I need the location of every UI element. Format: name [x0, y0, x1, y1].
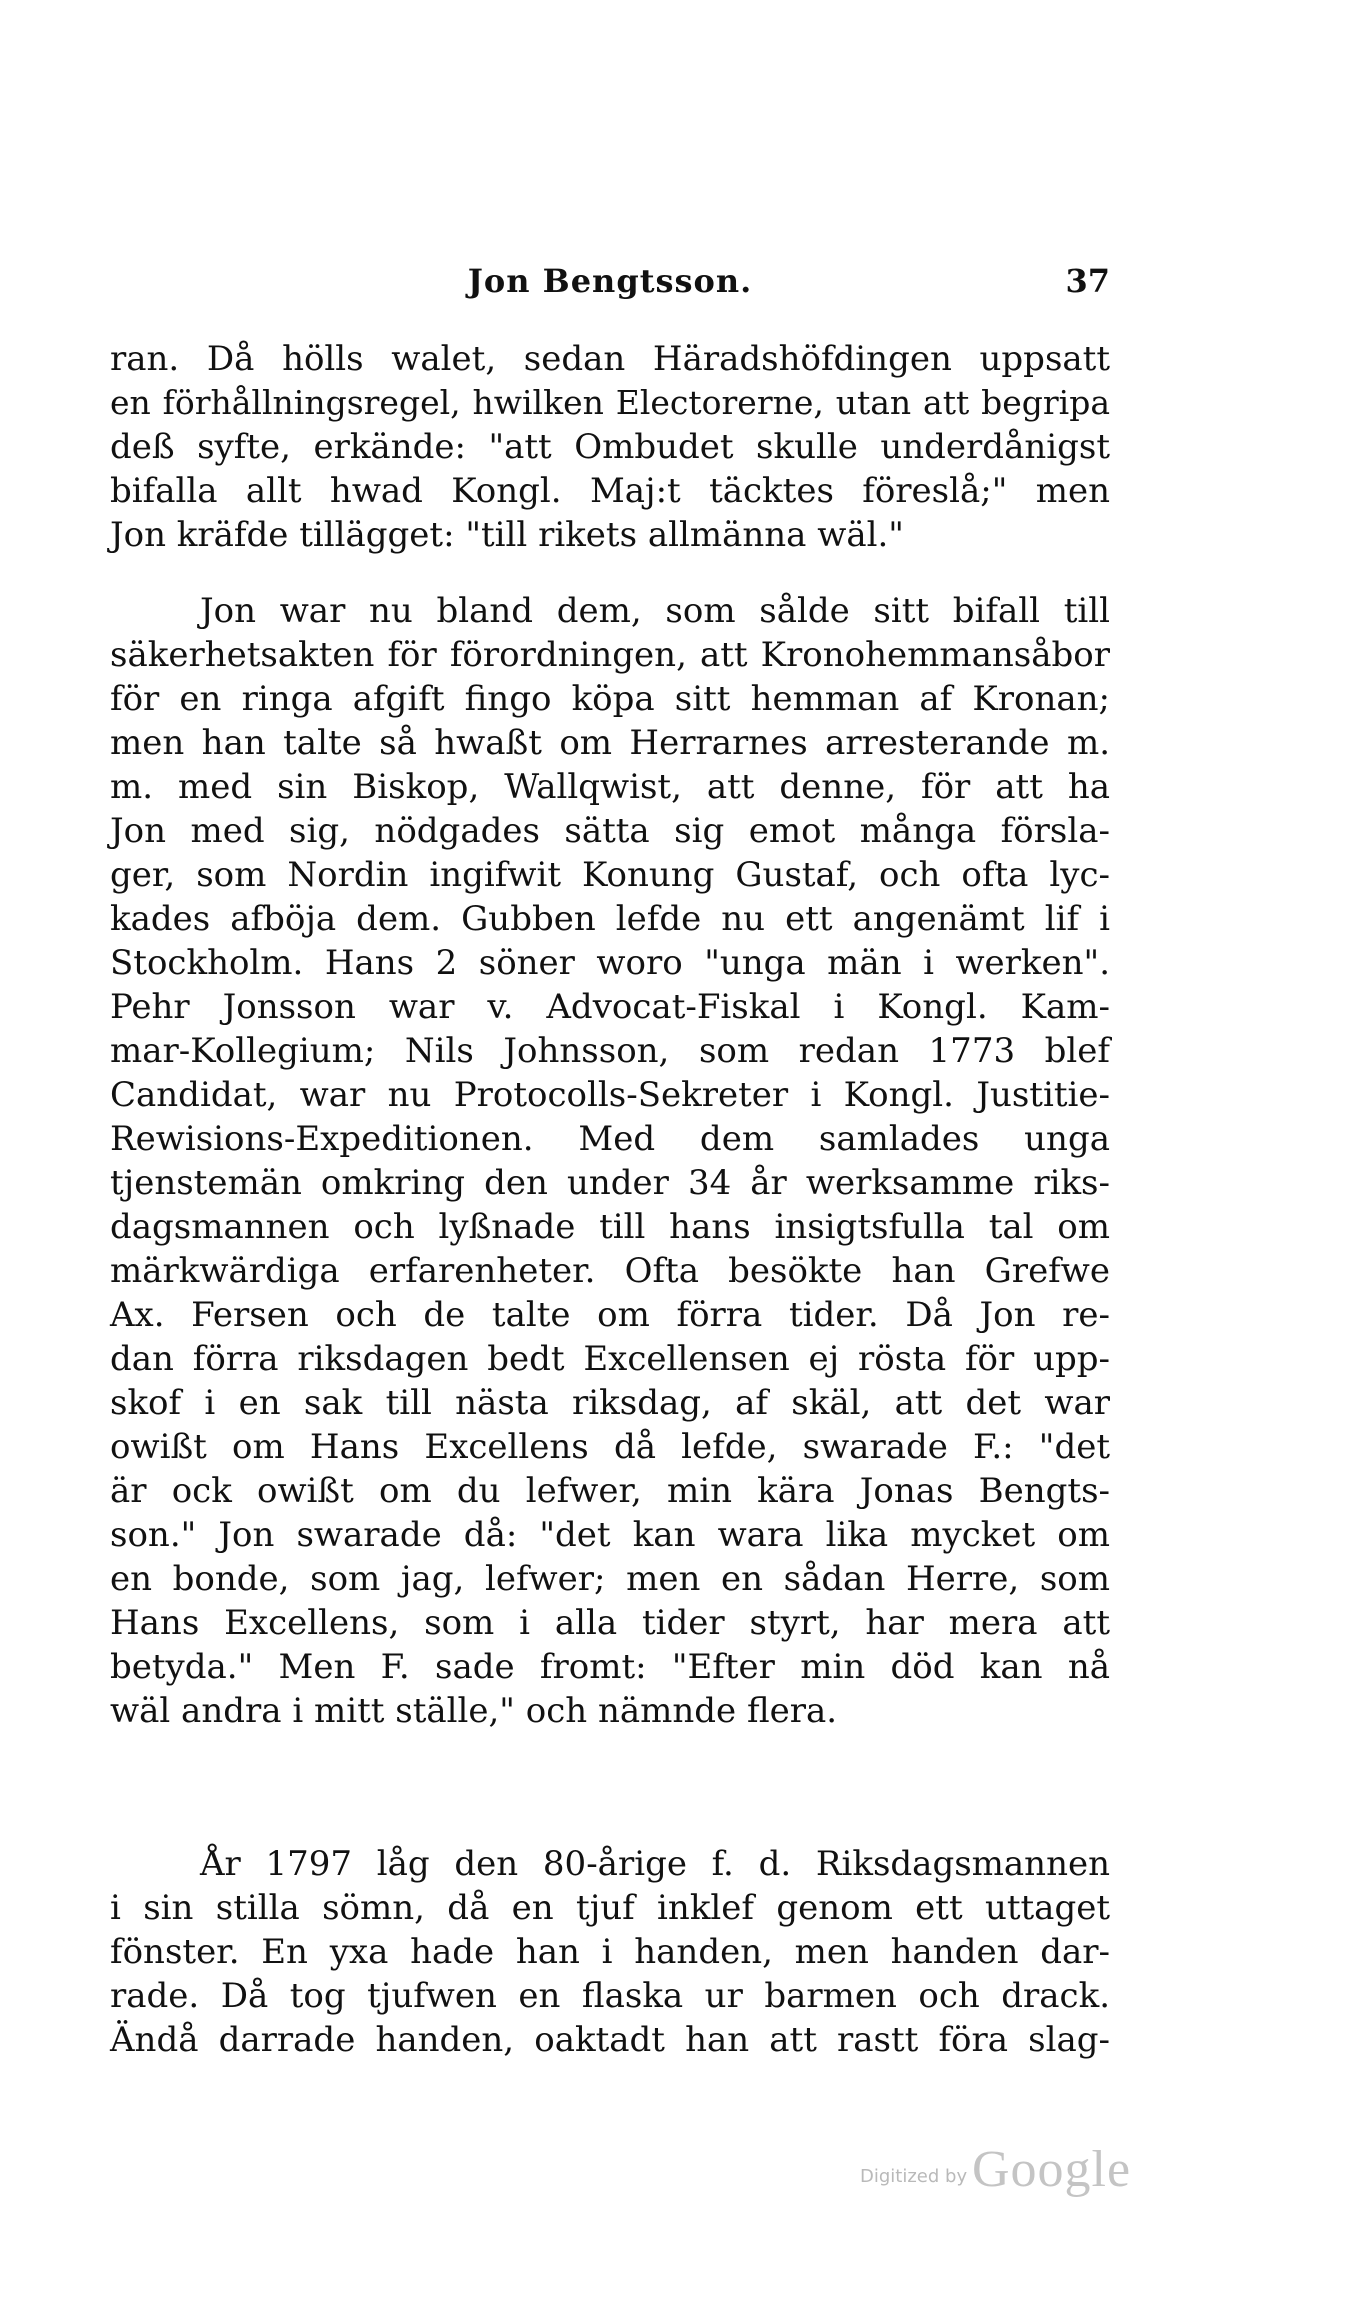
text-line: son." Jon swarade då: "det kan wara lika mycket om	[110, 1515, 1110, 1555]
text-line: Candidat, war nu Protocolls-Sekreter i Kongl. Justitie-	[110, 1075, 1110, 1115]
text-line: m. med sin Biskop, Wallqwist, att denne, för att ha	[110, 767, 1110, 807]
text-line: bifalla allt hwad Kongl. Maj:t täcktes föreslå;" men	[110, 471, 1110, 511]
text-line: fönster. En yxa hade han i handen, men handen dar-	[110, 1932, 1110, 1972]
text-line: Hans Excellens, som i alla tider styrt, har mera att	[110, 1603, 1110, 1643]
text-line: deß syfte, erkände: "att Ombudet skulle underdånigst	[110, 427, 1110, 467]
text-line: i sin stilla sömn, då en tjuf inklef genom ett uttaget	[110, 1888, 1110, 1928]
text-line: Jon war nu bland dem, som sålde sitt bifall till	[200, 591, 1110, 631]
text-line: säkerhetsakten för förordningen, att Kronohemmansåbor	[110, 635, 1110, 675]
digitized-by-label: Digitized by	[860, 2166, 968, 2187]
page-number: 37	[1065, 262, 1110, 300]
text-line: Rewisions-Expeditionen. Med dem samlades unga	[110, 1119, 1110, 1159]
text-line: Stockholm. Hans 2 söner woro "unga män i werken".	[110, 943, 1110, 983]
text-line: en bonde, som jag, lefwer; men en sådan Herre, som	[110, 1559, 1110, 1599]
text-line: År 1797 låg den 80-årige f. d. Riksdagsmannen	[200, 1844, 1110, 1884]
text-line: owißt om Hans Excellens då lefde, swarade F.: "det	[110, 1427, 1110, 1467]
text-line: märkwärdiga erfarenheter. Ofta besökte han Grefwe	[110, 1251, 1110, 1291]
text-line: Pehr Jonsson war v. Advocat-Fiskal i Kongl. Kam-	[110, 987, 1110, 1027]
text-line: mar-Kollegium; Nils Johnsson, som redan 1773 blef	[110, 1031, 1110, 1071]
text-line: ger, som Nordin ingifwit Konung Gustaf, och ofta lyc-	[110, 855, 1110, 895]
text-line: Ändå darrade handen, oaktadt han att rastt föra slag-	[110, 2020, 1110, 2060]
text-line: dagsmannen och lyßnade till hans insigtsfulla tal om	[110, 1207, 1110, 1247]
text-line: wäl andra i mitt ställe," och nämnde flera.	[110, 1691, 838, 1731]
text-line: tjenstemän omkring den under 34 år werksamme riks-	[110, 1163, 1110, 1203]
text-line: skof i en sak till nästa riksdag, af skäl, att det war	[110, 1383, 1110, 1423]
text-line: betyda." Men F. sade fromt: "Efter min död kan nå	[110, 1647, 1110, 1687]
text-line: är ock owißt om du lefwer, min kära Jonas Bengts-	[110, 1471, 1110, 1511]
text-line: Ax. Fersen och de talte om förra tider. Då Jon re-	[110, 1295, 1110, 1335]
google-logo: Google	[972, 2141, 1132, 2198]
text-line: rade. Då tog tjufwen en flaska ur barmen och drack.	[110, 1976, 1110, 2016]
text-line: men han talte så hwaßt om Herrarnes arresterande m.	[110, 723, 1110, 763]
text-line: dan förra riksdagen bedt Excellensen ej rösta för upp-	[110, 1339, 1110, 1379]
text-line: kades afböja dem. Gubben lefde nu ett angenämt lif i	[110, 899, 1110, 939]
google-watermark	[860, 2140, 1140, 2200]
text-line: för en ringa afgift fingo köpa sitt hemman af Kronan;	[110, 679, 1110, 719]
text-line: Jon med sig, nödgades sätta sig emot många försla-	[110, 811, 1110, 851]
text-line: Jon kräfde tillägget: "till rikets allmänna wäl."	[110, 515, 904, 555]
text-line: en förhållningsregel, hwilken Electorerne, utan att begripa	[110, 383, 1110, 422]
text-line: ran. Då hölls walet, sedan Häradshöfdingen uppsatt	[110, 339, 1110, 379]
running-head	[110, 262, 1110, 312]
running-title: Jon Bengtsson.	[467, 262, 753, 300]
